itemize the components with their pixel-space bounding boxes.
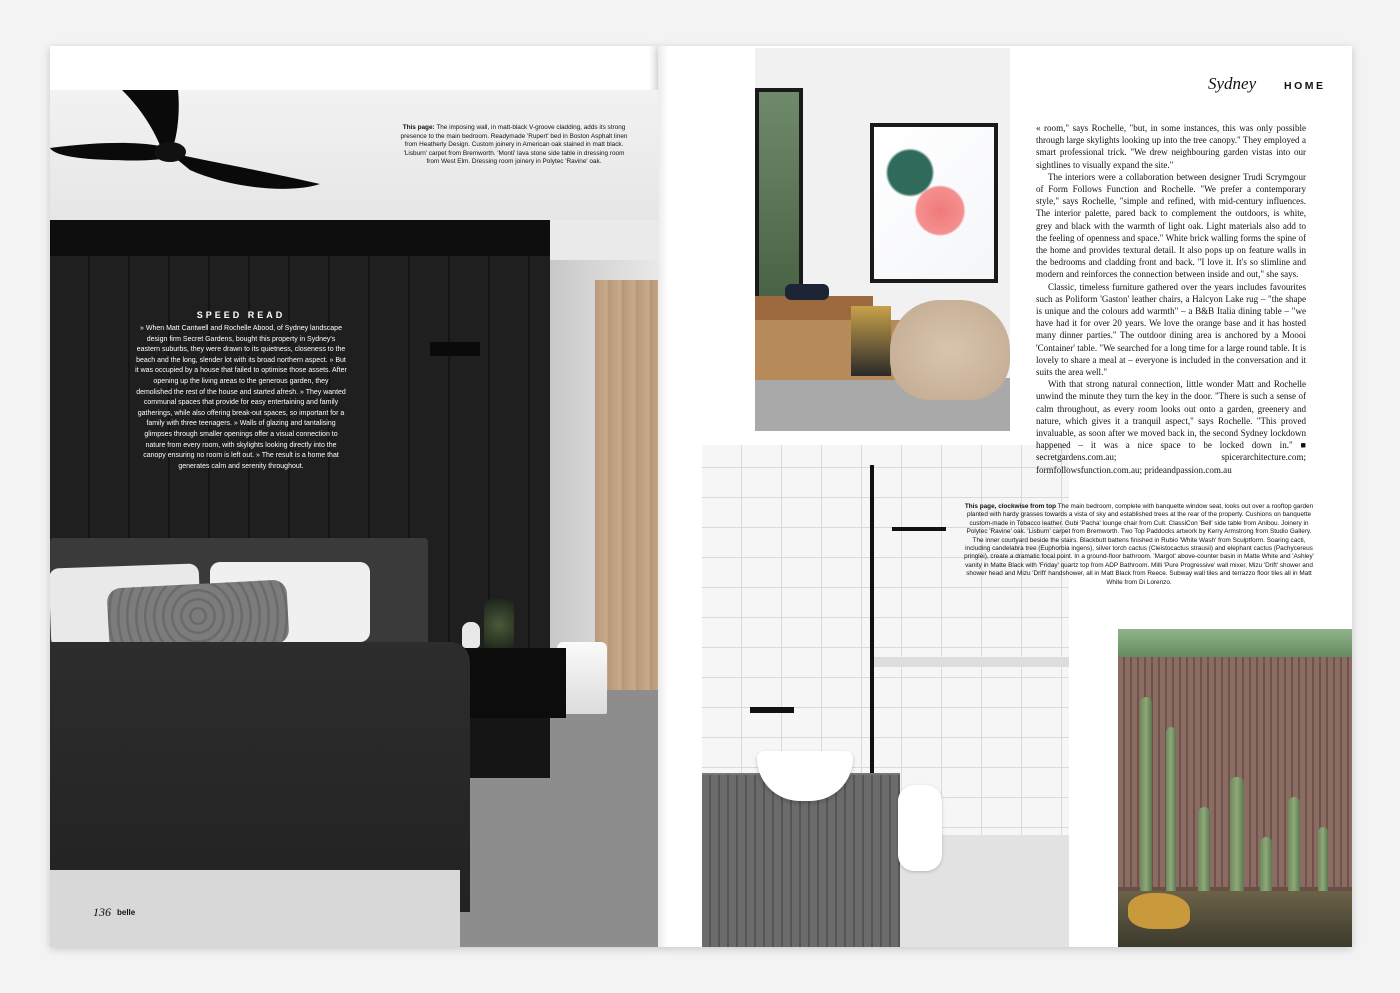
magazine-name: belle	[117, 908, 136, 917]
shower-screen	[870, 465, 874, 825]
boulder	[1128, 893, 1190, 929]
speed-read-title: SPEED READ	[196, 310, 286, 320]
paragraph: « room," says Rochelle, "but, in some instances, this was only possible through large skylights looking up into the tree canopy." They employed a smart professional trick. "We drew neighbouring garden vistas into our sightlines to visually expand the site."	[1036, 123, 1306, 170]
running-head: Sydney	[1208, 74, 1257, 93]
paragraph: Classic, timeless furniture gathered over the years includes favourites such as Poliform 'Gaston' leather chairs, a Halcyon Lake rug – "the shape is unique and the colours add warmth" – a B&B Italia dining table – "we have had it for over 20 years. We love the orange base and it has hosted many dinner parties." The outdoor dining area is anchored by a Moooi 'Container' table. "We searched for a long time for a large round table. It is lovely to share a meal at – everyone is included in the conversation and it suits the area well."	[1036, 281, 1306, 378]
left-caption	[400, 124, 628, 167]
bedroom-photo	[50, 90, 658, 947]
page-number: 136	[93, 905, 111, 919]
section-label: HOME	[1284, 80, 1326, 92]
caption-text: The main bedroom, complete with banquette window seat, looks out over a rooftop garden planted with hardy grasses towards a vista of sky and established trees at the rear of the property. Cushions on banquette custom-made in Tobacco leather. Gubi 'Pacha' lounge chair from Cult. ClassiCon 'Bell' side table from Anibou. Joinery in Polytec 'Ravine' oak. 'Lisburn' carpet from Bremworth. Two Top Paddocks artwork by Kerry Armstrong from Studio Gallery. The inner courtyard beside the stairs. Blackbutt battens finished in Rubio 'White Wash' from Sculptform. Soaring cacti, including candelabra tree (Euphorbia ingens), silver torch cactus (Cleistocactus strausii) and elephant cactus (Pachycereus pringlei), create a dramatic focal point. In a ground-floor bathroom. 'Margot' above-counter basin in Matte White and 'Ashley' vanity in Matte Black with 'Friday' quartz top from ADP Bathroom. Milli 'Pure Progressive' wall mixer, Mizu 'Drift' shower and shower head and Mizu 'Drift' handshower, all in Matt Black from Reece. Subway wall tiles and terrazzo floor tiles all in Matt White from Di Lorenzo.	[964, 503, 1314, 586]
right-caption	[962, 503, 1316, 587]
article-body	[1036, 122, 1306, 476]
paragraph: With that strong natural connection, little wonder Matt and Rochelle unwind the minute they turn the key in the door. "There is such a sense of calm throughout, as every room looks out onto a garden, greenery and nature, which gives it a tranquil aspect," says Rochelle. "This proved invaluable, as soon after we moved back in, the second Sydney lockdown happened – it was a nice space to be locked down in." ■ secretgardens.com.au; spicerarchitecture.com; formfollowsfunction.com.au; prideandpassion.com.au	[1036, 379, 1306, 475]
caption-lead: This page, clockwise from top	[964, 503, 1057, 510]
ceiling-fan-icon	[50, 90, 330, 200]
wall-mixer	[750, 707, 794, 713]
bell-side-table	[851, 306, 891, 376]
shower-head	[892, 527, 946, 531]
bed-base	[50, 870, 460, 947]
living-room-photo	[755, 48, 1010, 431]
speed-read-body: » When Matt Cantwell and Rochelle Abood, of Sydney landscape design firm Secret Gardens, bought this property in Sydney's eastern suburbs, they were drawn to its quietness, closeness to the beach and the long, slender lot with its broad northern aspect. » But it was occupied by a house that failed to optimise those assets. After opening up the living areas to the generous garden, they demolished the rest of the house and started afresh. » They wanted communal spaces that provide for easy entertaining and family gatherings, while also offering break-out spaces, so important for a family with three teenagers. » Walls of glazing and tantalising glimpses through smaller openings offer a visual connection to nature from every room, with skylights looking directly into the canopy ensuring no room is left out. » The result is a home that generates calm and serenity throughout.	[135, 325, 347, 470]
wall-light	[430, 342, 480, 356]
vase	[462, 622, 480, 648]
caption-lead: This page:	[402, 124, 435, 131]
cactus-garden-photo	[1118, 629, 1352, 947]
cushion	[785, 284, 829, 300]
abstract-artwork	[870, 123, 998, 283]
toilet	[898, 785, 942, 871]
speed-read-box	[135, 310, 347, 472]
paragraph: The interiors were a collaboration between designer Trudi Scrymgour of Form Follows Function and Rochelle. "We prefer a contemporary style," says Rochelle, "simple and refined, with mid-century influences. The interior palette, pared back to complement the outdoors, is white, grey and black with the warmth of light oak. Light materials also add to the feeling of openness and space." White brick walling forms the spine of the home and provides textural detail. It also pops up on feature walls in the bedrooms and cladding front and back. "I love it. It's so slimline and modern and reinforces the connection between inside and out," she says.	[1036, 171, 1306, 280]
caption-text: The imposing wall, in matt-black V-groove cladding, adds its strong presence to the main bedroom. Readymade 'Rupert' bed in Boston Asphalt linen from Heatherly Design. Custom joinery in American oak stained in matt black. 'Lisburn' carpet from Bremworth. 'Monti' lava stone side table in dressing room from West Elm. Dressing room joinery in Polytec 'Ravine' oak.	[400, 124, 628, 166]
lounge-chair	[890, 300, 1010, 400]
wall-bulkhead	[50, 220, 550, 256]
shower-niche	[872, 657, 1069, 667]
plant	[484, 590, 514, 648]
